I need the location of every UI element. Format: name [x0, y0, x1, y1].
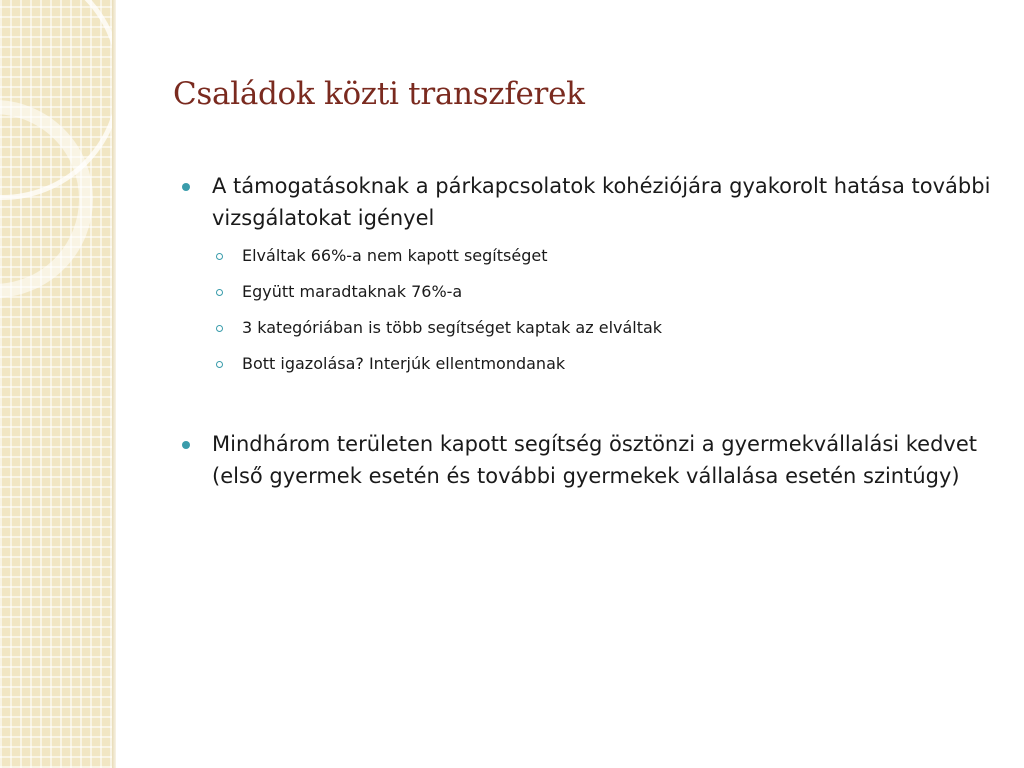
circle-bullet-icon — [216, 361, 223, 368]
decorative-side-panel — [0, 0, 112, 768]
side-panel-edge — [112, 0, 116, 768]
bullet-item — [182, 170, 1002, 388]
sub-bullet-text: Együtt maradtaknak 76%-a — [242, 282, 463, 301]
circle-bullet-icon — [216, 325, 223, 332]
sub-bullet-list — [212, 244, 1002, 388]
bullet-dot-icon — [182, 441, 190, 449]
bullet-text: Mindhárom területen kapott segítség ösztönzi a gyermekvállalási kedvet (első gyermek esetén és további gyermekek vállalása esetén szintúgy) — [212, 432, 978, 488]
circle-bullet-icon — [216, 289, 223, 296]
sub-bullet-text: Bott igazolása? Interjúk ellentmondanak — [242, 354, 566, 373]
sub-bullet-item — [212, 316, 1002, 352]
circle-bullet-icon — [216, 253, 223, 260]
bullet-dot-icon — [182, 183, 190, 191]
sub-bullet-item — [212, 280, 1002, 316]
sub-bullet-text: Elváltak 66%-a nem kapott segítséget — [242, 246, 548, 265]
sub-bullet-item — [212, 244, 1002, 280]
sub-bullet-text: 3 kategóriában is több segítséget kaptak az elváltak — [242, 318, 663, 337]
slide-title: Családok közti transzferek — [173, 76, 585, 112]
sub-bullet-item — [212, 352, 1002, 388]
bullet-item — [182, 428, 1002, 492]
slide-content — [182, 170, 1002, 492]
bullet-text: A támogatásoknak a párkapcsolatok kohéziójára gyakorolt hatása további vizsgálatokat igényel — [212, 174, 991, 230]
